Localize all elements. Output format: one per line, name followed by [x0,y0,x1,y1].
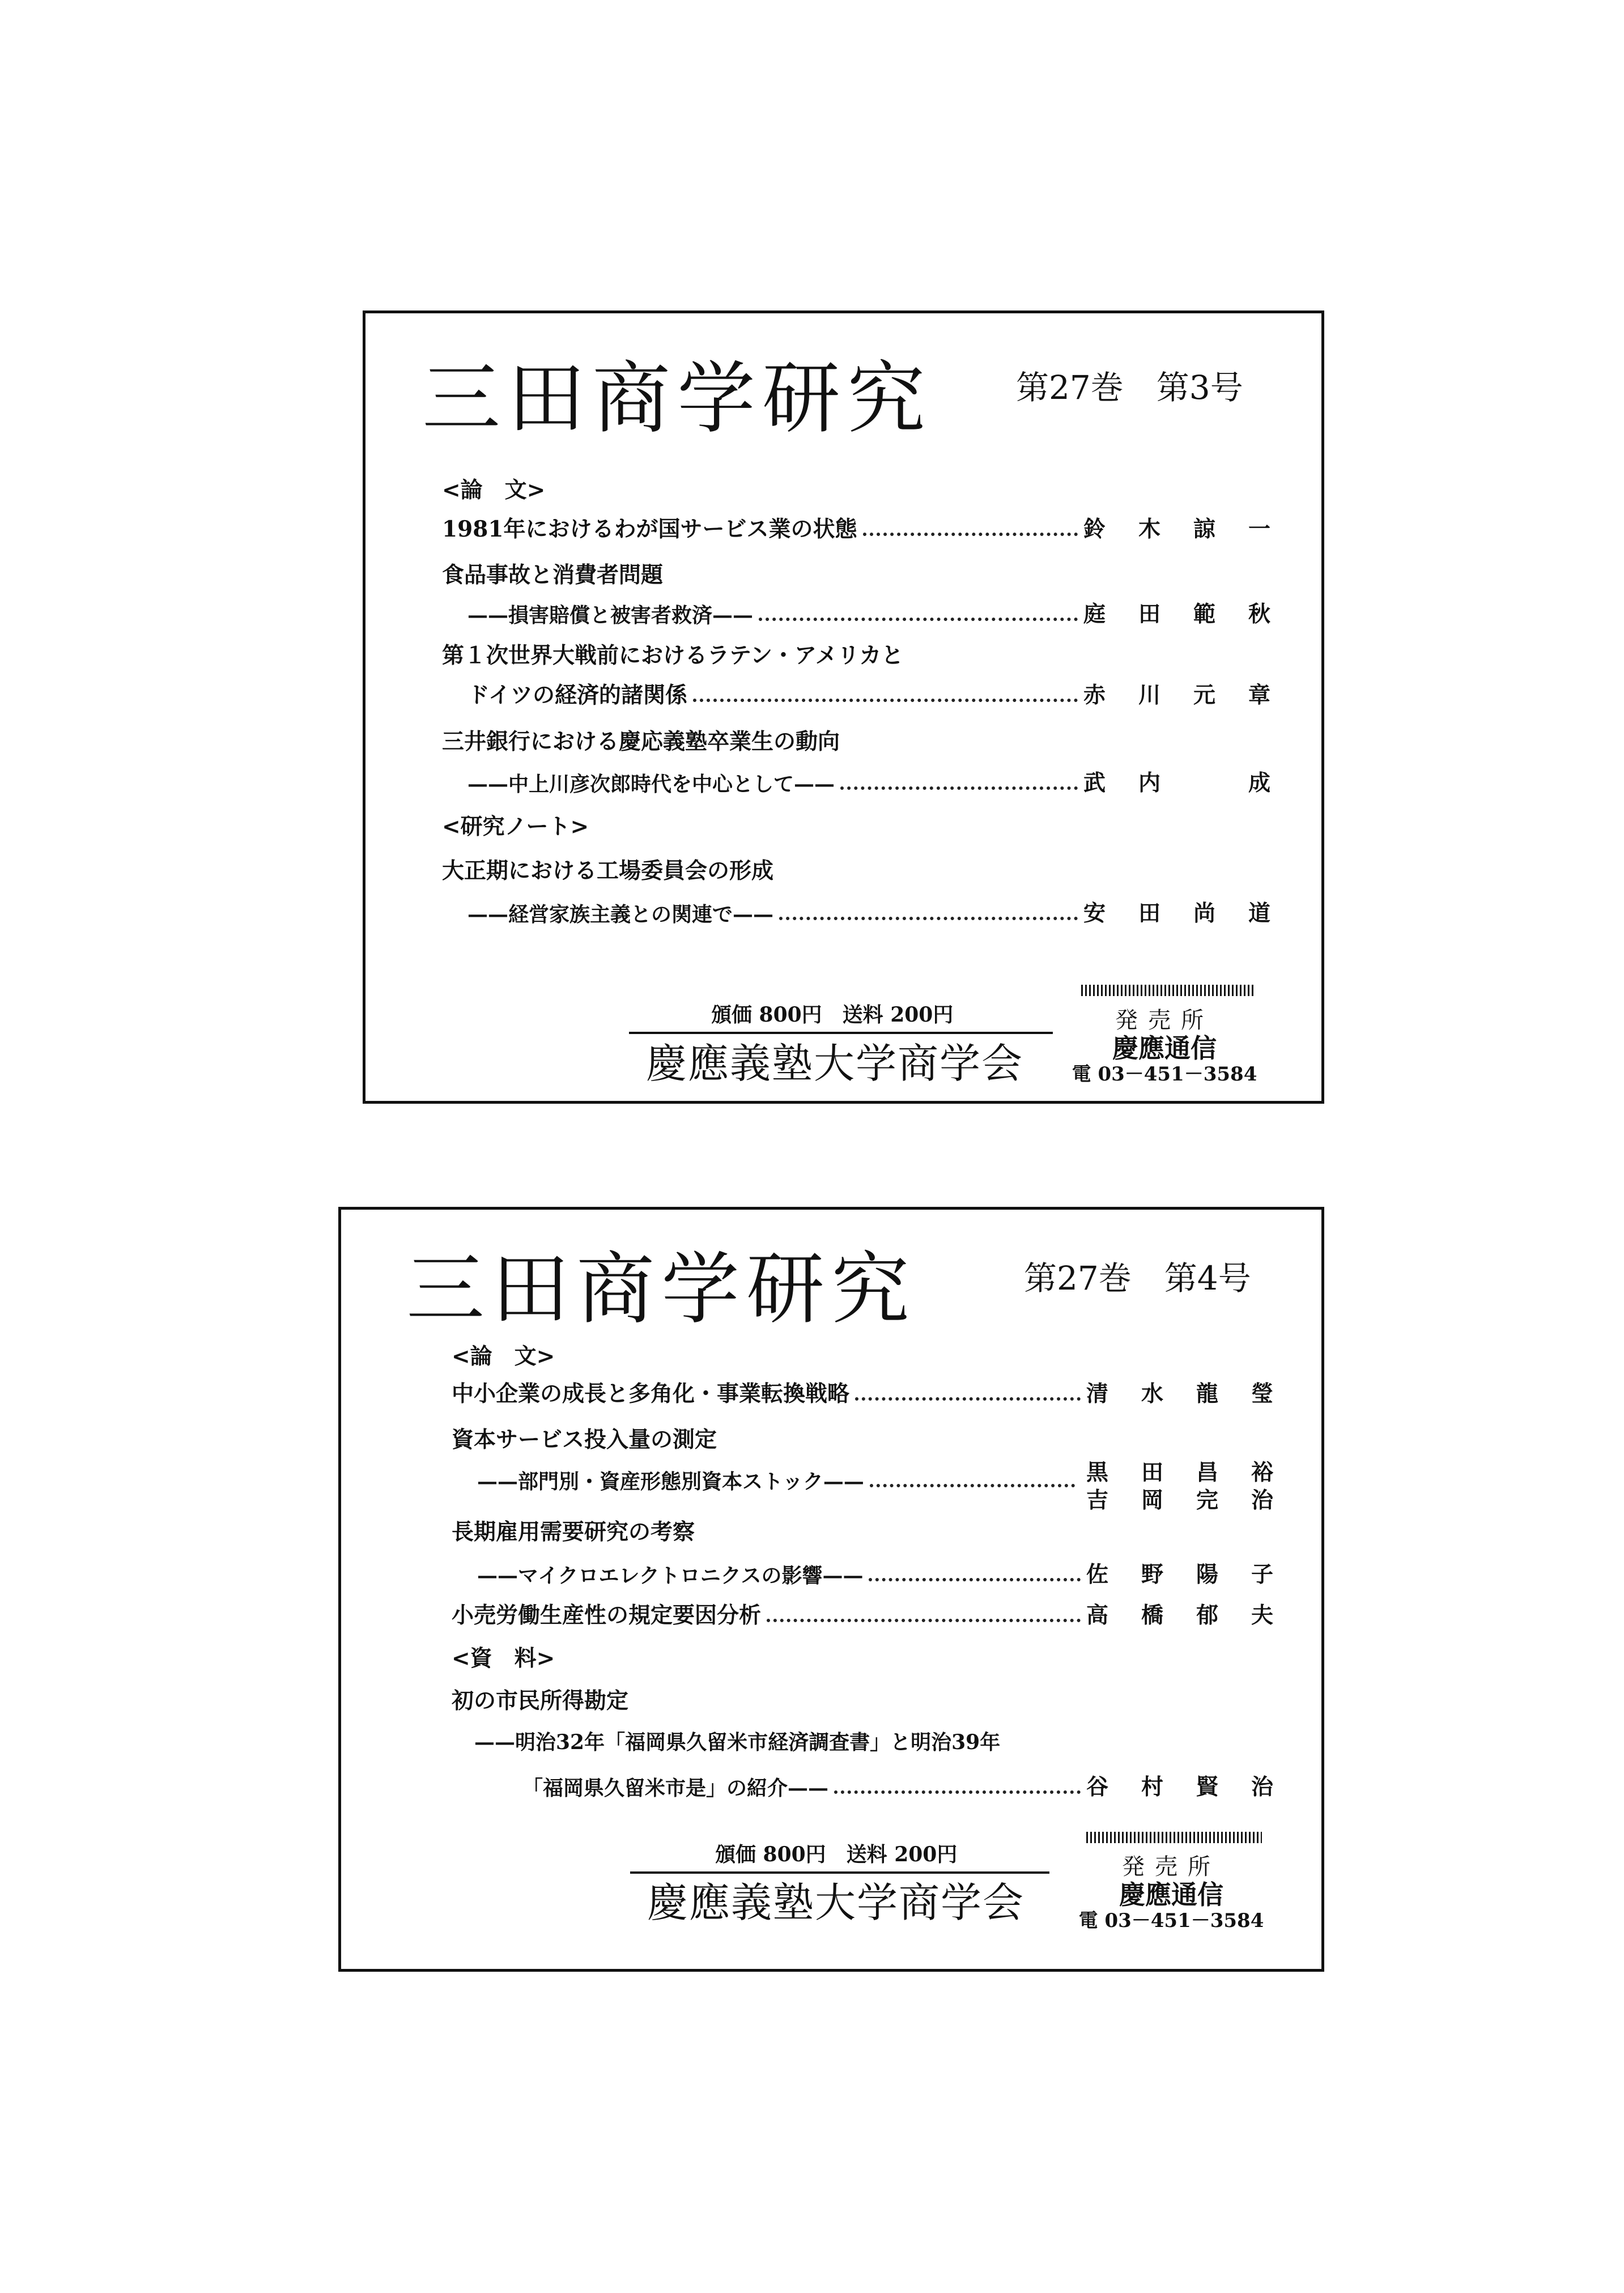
toc-entry [522,1776,1273,1798]
dot-leader [693,699,1078,702]
seller-block [1078,1856,1265,1930]
dot-leader [759,618,1078,621]
entry-author: 谷村賢治 [1086,1774,1273,1800]
entry-subtitle: ドイツの経済的諸関係 [467,682,688,708]
entry-subtitle: ——マイクロエレクトロニクスの影響—— [477,1564,864,1588]
entry-title: 1981年におけるわが国サービス業の状態 [442,516,857,542]
dot-leader [870,1484,1075,1487]
toc-entry [467,772,1270,794]
journal-title: 三田商学研究 [406,1244,917,1335]
dot-leader [767,1619,1081,1622]
divider [630,1871,1049,1874]
seller-phone: 電 03－451－3584 [1078,1909,1264,1932]
entry-author: 鈴木諒一 [1083,516,1270,542]
entry-author: 佐野陽子 [1086,1562,1273,1588]
entry-subtitle: ——明治32年「福岡県久留米市経済調査書」と明治39年 [474,1730,1001,1754]
seller-name: 慶應通信 [1119,1879,1223,1910]
dot-leader [779,917,1078,920]
entry-title: 大正期における工場委員会の形成 [442,858,774,884]
toc-entry [477,1471,1081,1492]
journal-ad-vol27-no4 [338,1207,1324,1972]
publisher-name: 慶應義塾大学商学会 [647,1879,1025,1926]
entry-title: 初の市民所得勘定 [452,1688,629,1714]
dot-leader [869,1578,1081,1581]
entry-author: 清水龍瑩 [1086,1381,1273,1407]
toc-entry [467,603,1270,626]
decorative-hatch [1081,985,1254,996]
seller-name: 慶應通信 [1112,1033,1217,1063]
entry-authors [1086,1459,1273,1515]
price-info: 頒価 800円 送料 200円 [715,1843,958,1866]
entry-author: 安田尚道 [1083,900,1270,926]
entry-title: 長期雇用需要研究の考察 [452,1519,695,1545]
decorative-hatch [1086,1832,1262,1843]
seller-label: 発売所 [1122,1854,1221,1880]
toc-entry [442,518,1270,541]
entry-author: 高橋郁夫 [1086,1602,1273,1628]
seller-label: 発売所 [1115,1007,1214,1033]
dot-leader [855,1397,1081,1401]
dot-leader [840,786,1078,790]
entry-title: 小売労働生産性の規定要因分析 [452,1602,762,1628]
toc-entry [477,1564,1273,1586]
entry-author: 黒田昌裕 [1086,1460,1273,1486]
entry-author: 赤川元章 [1083,682,1270,708]
dot-leader [863,533,1078,536]
entry-title: 第１次世界大戦前におけるラテン・アメリカと [442,643,904,669]
dot-leader [834,1790,1081,1794]
volume-issue: 第27巻 第4号 [1024,1259,1251,1297]
seller-phone: 電 03－451－3584 [1072,1063,1257,1086]
publisher-name: 慶應義塾大学商学会 [646,1040,1024,1087]
entry-subtitle: ——損害賠償と被害者救済—— [467,603,754,627]
section-heading-articles: <論 文> [442,477,546,503]
entry-subtitle: ——中上川彦次郎時代を中心として—— [467,772,835,796]
volume-issue: 第27巻 第3号 [1016,368,1243,407]
toc-entry [452,1383,1273,1405]
toc-entry [452,1602,1273,1628]
toc-entry [467,684,1270,707]
divider [629,1032,1053,1034]
entry-author: 庭田範秋 [1083,601,1270,627]
seller-block [1065,1009,1264,1084]
section-heading-articles: <論 文> [452,1343,555,1369]
toc-entry [467,900,1270,926]
journal-title: 三田商学研究 [422,353,933,444]
entry-title: 三井銀行における慶応義塾卒業生の動向 [442,729,840,755]
entry-author: 吉岡完治 [1086,1487,1273,1513]
entry-subtitle-cont: 「福岡県久留米市是」の紹介—— [522,1776,829,1800]
entry-title: 中小企業の成長と多角化・事業転換戦略 [452,1381,850,1407]
journal-ad-vol27-no3 [363,310,1324,1104]
section-heading-research-notes: <研究ノート> [442,814,589,840]
entry-subtitle: ——部門別・資産形態別資本ストック—— [477,1470,864,1494]
entry-author: 武内 成 [1083,770,1270,796]
entry-subtitle: ——経営家族主義との関連で—— [467,903,774,926]
entry-title: 食品事故と消費者問題 [442,562,664,588]
entry-title: 資本サービス投入量の測定 [452,1427,717,1453]
section-heading-materials: <資 料> [452,1645,555,1671]
price-info: 頒価 800円 送料 200円 [711,1003,954,1027]
